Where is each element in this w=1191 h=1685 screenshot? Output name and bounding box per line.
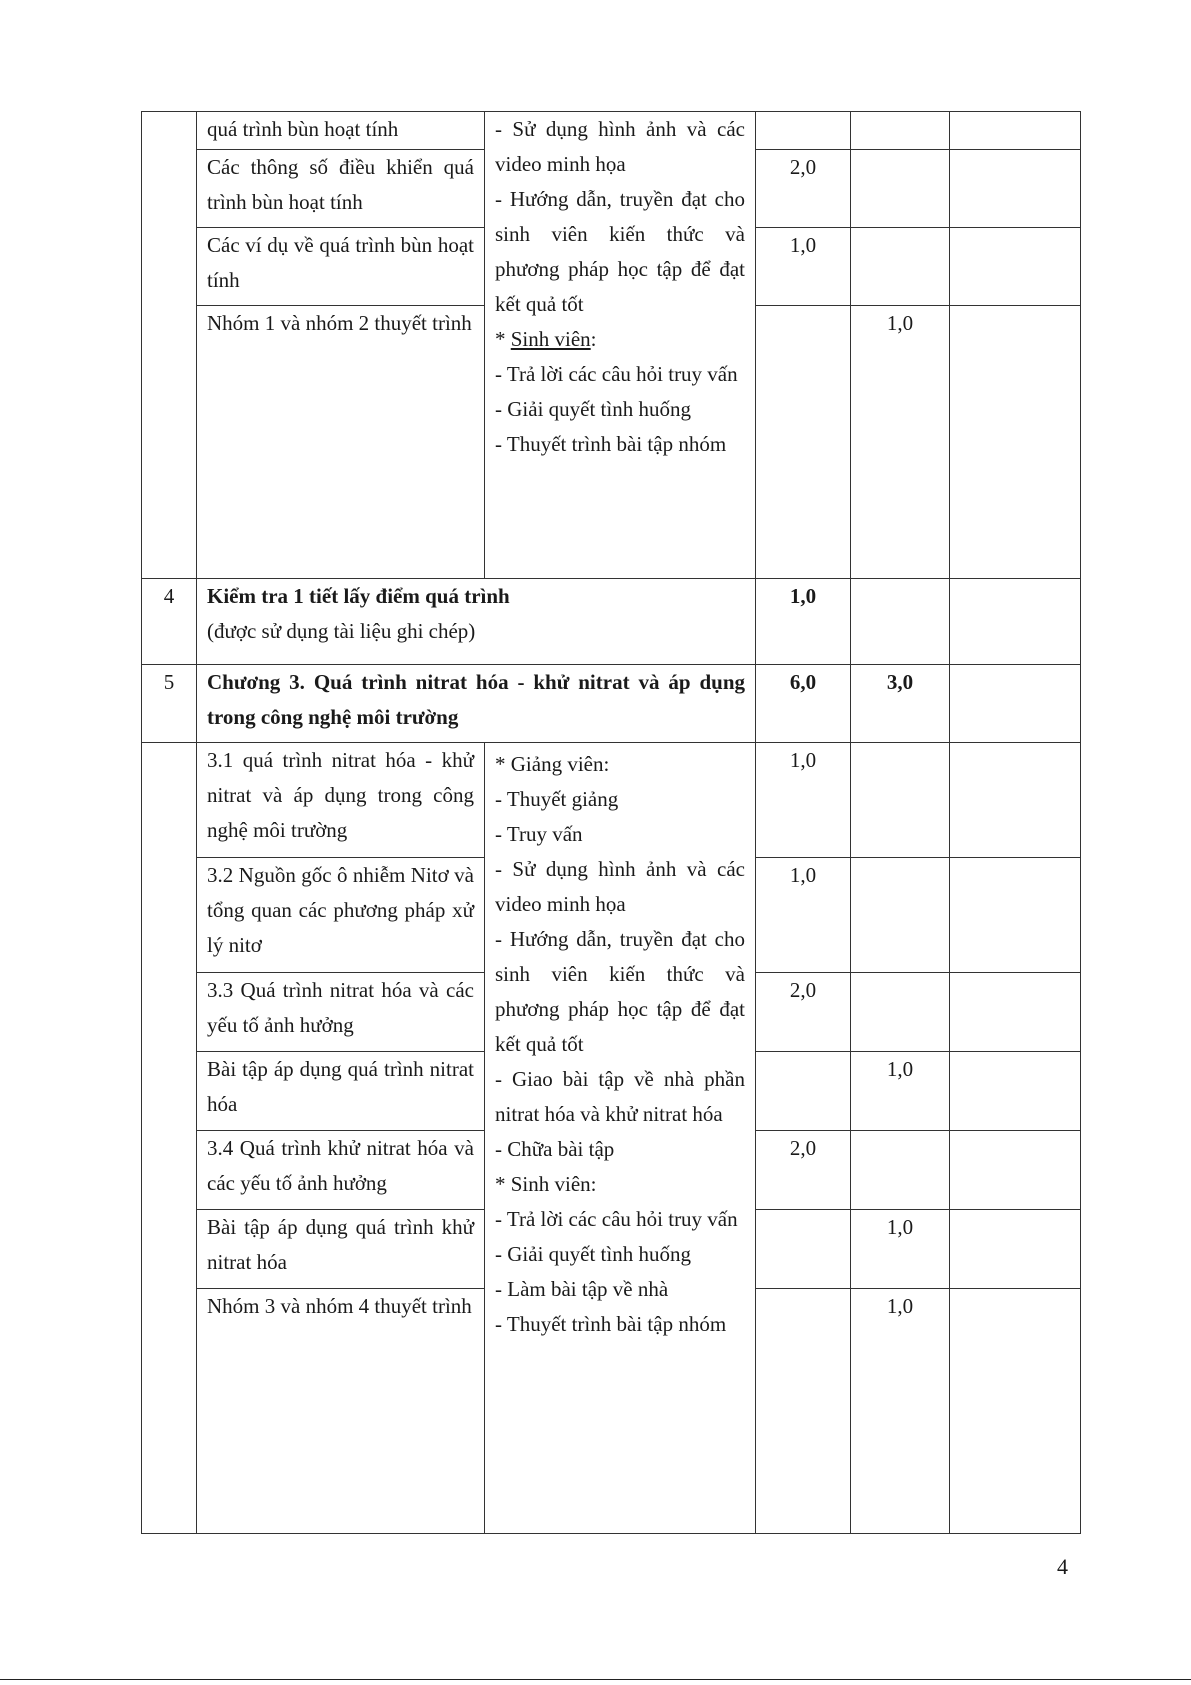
exam-cell (197, 579, 756, 665)
topic-cell: Các ví dụ về quá trình bùn hoạt tính (197, 228, 485, 306)
notes-cell (950, 1289, 1081, 1534)
theory-hours-cell: 1,0 (756, 228, 851, 306)
chapter-title: Chương 3. Quá trình nitrat hóa - khử nitrat và áp dụng trong công nghệ môi trường (197, 665, 756, 743)
method-line: - Hướng dẫn, truyền đạt cho sinh viên kiến thức và phương pháp học tập để đạt kết quả tốt (495, 187, 745, 316)
notes-cell (950, 665, 1081, 743)
notes-cell (950, 150, 1081, 228)
practice-hours-cell (851, 743, 950, 858)
practice-hours-cell (851, 858, 950, 973)
method-line: - Hướng dẫn, truyền đạt cho sinh viên kiến thức và phương pháp học tập để đạt kết quả tốt (495, 927, 745, 1056)
theory-hours-cell (756, 1289, 851, 1534)
table-row (142, 112, 1081, 150)
topic-cell: Bài tập áp dụng quá trình khử nitrat hóa (197, 1210, 485, 1289)
theory-hours-cell: 2,0 (756, 1131, 851, 1210)
notes-cell (950, 112, 1081, 150)
notes-cell (950, 973, 1081, 1052)
theory-hours-cell (756, 306, 851, 579)
method-line: - Trả lời các câu hỏi truy vấn (495, 362, 738, 386)
theory-hours-cell: 1,0 (756, 858, 851, 973)
practice-hours-cell (851, 579, 950, 665)
bottom-divider (0, 1679, 1191, 1680)
notes-cell (950, 579, 1081, 665)
method-line: - Thuyết trình bài tập nhóm (495, 432, 727, 456)
topic-cell: Các thông số điều khiển quá trình bùn hoạt tính (197, 150, 485, 228)
practice-hours-cell: 3,0 (851, 665, 950, 743)
method-line: - Thuyết giảng (495, 787, 619, 811)
theory-hours-cell: 2,0 (756, 973, 851, 1052)
topic-cell: Nhóm 3 và nhóm 4 thuyết trình (197, 1289, 485, 1534)
exam-note: (được sử dụng tài liệu ghi chép) (207, 619, 476, 643)
theory-hours-cell (756, 112, 851, 150)
practice-hours-cell: 1,0 (851, 306, 950, 579)
topic-cell: 3.1 quá trình nitrat hóa - khử nitrat và áp dụng trong công nghệ môi trường (197, 743, 485, 858)
exam-title: Kiểm tra 1 tiết lấy điểm quá trình (207, 584, 510, 608)
notes-cell (950, 228, 1081, 306)
theory-hours-cell: 2,0 (756, 150, 851, 228)
exam-row (142, 579, 1081, 665)
practice-hours-cell: 1,0 (851, 1289, 950, 1534)
theory-hours-cell: 6,0 (756, 665, 851, 743)
practice-hours-cell: 1,0 (851, 1052, 950, 1131)
notes-cell (950, 1210, 1081, 1289)
week-cell-empty (142, 743, 197, 1534)
week-number: 5 (142, 665, 197, 743)
student-heading: * Sinh viên: (495, 1172, 597, 1196)
method-line: - Chữa bài tập (495, 1137, 615, 1161)
notes-cell (950, 1131, 1081, 1210)
theory-hours-cell: 1,0 (756, 743, 851, 858)
teaching-method-cell (485, 743, 756, 1534)
chapter-row (142, 665, 1081, 743)
topic-cell: 3.4 Quá trình khử nitrat hóa và các yếu tố ảnh hưởng (197, 1131, 485, 1210)
week-number: 4 (142, 579, 197, 665)
practice-hours-cell: 1,0 (851, 1210, 950, 1289)
topic-cell: quá trình bùn hoạt tính (197, 112, 485, 150)
topic-cell: Bài tập áp dụng quá trình nitrat hóa (197, 1052, 485, 1131)
teaching-method-cell (485, 112, 756, 579)
lecturer-heading: * Giảng viên: (495, 752, 610, 776)
theory-hours-cell (756, 1210, 851, 1289)
practice-hours-cell (851, 1131, 950, 1210)
notes-cell (950, 306, 1081, 579)
week-cell-empty (142, 112, 197, 579)
method-line: - Giải quyết tình huống (495, 397, 691, 421)
course-schedule-table (141, 111, 1081, 1534)
method-line: - Giao bài tập về nhà phần nitrat hóa và khử nitrat hóa (495, 1067, 745, 1126)
method-line: - Thuyết trình bài tập nhóm (495, 1312, 727, 1336)
table-row (142, 743, 1081, 858)
topic-cell: 3.2 Nguồn gốc ô nhiễm Nitơ và tổng quan các phương pháp xử lý nitơ (197, 858, 485, 973)
practice-hours-cell (851, 112, 950, 150)
topic-cell: 3.3 Quá trình nitrat hóa và các yếu tố ảnh hưởng (197, 973, 485, 1052)
method-line: - Giải quyết tình huống (495, 1242, 691, 1266)
practice-hours-cell (851, 150, 950, 228)
practice-hours-cell (851, 228, 950, 306)
page-number: 4 (1057, 1554, 1068, 1579)
theory-hours-cell: 1,0 (756, 579, 851, 665)
method-line: * Sinh viên: (495, 327, 597, 351)
notes-cell (950, 1052, 1081, 1131)
student-heading: Sinh viên (510, 327, 591, 351)
method-line: - Sử dụng hình ảnh và các video minh họa (495, 117, 745, 176)
method-line: - Làm bài tập về nhà (495, 1277, 669, 1301)
method-line: - Trả lời các câu hỏi truy vấn (495, 1207, 738, 1231)
theory-hours-cell (756, 1052, 851, 1131)
method-line: - Sử dụng hình ảnh và các video minh họa (495, 857, 745, 916)
method-line: - Truy vấn (495, 822, 583, 846)
notes-cell (950, 858, 1081, 973)
practice-hours-cell (851, 973, 950, 1052)
notes-cell (950, 743, 1081, 858)
topic-cell: Nhóm 1 và nhóm 2 thuyết trình (197, 306, 485, 579)
